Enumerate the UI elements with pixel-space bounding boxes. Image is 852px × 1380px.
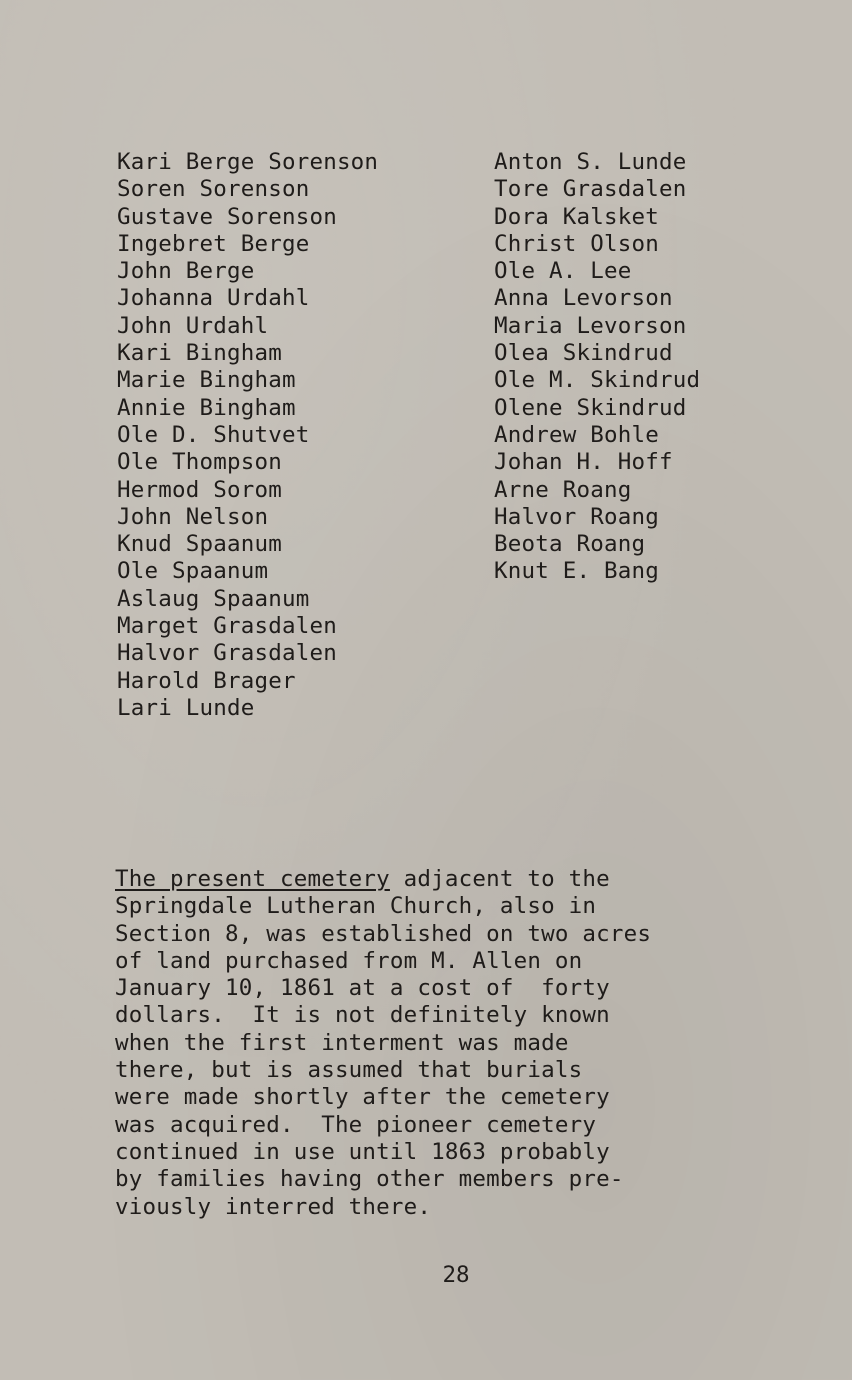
page-number: 28 — [442, 1262, 470, 1288]
name-entry: Tore Grasdalen — [494, 176, 687, 203]
paragraph-line: were made shortly after the cemetery — [115, 1084, 610, 1111]
name-entry: Ingebret Berge — [117, 230, 310, 257]
name-entry: Arne Roang — [494, 476, 632, 503]
name-entry: Knud Spaanum — [117, 531, 282, 558]
paragraph-line: was acquired. The pioneer cemetery — [115, 1111, 597, 1138]
name-entry: Ole Thompson — [117, 449, 282, 476]
name-entry: Johan H. Hoff — [494, 449, 673, 476]
name-entry: Marie Bingham — [117, 367, 296, 394]
name-entry: Dora Kalsket — [494, 203, 659, 230]
name-entry: Lari Lunde — [117, 694, 255, 721]
name-entry: Gustave Sorenson — [117, 203, 337, 230]
name-entry: Kari Bingham — [117, 340, 282, 367]
name-entry: Anton S. Lunde — [494, 149, 687, 175]
paragraph-line: adjacent to the — [389, 866, 610, 892]
name-entry: Andrew Bohle — [494, 421, 659, 448]
paragraph-underlined-heading: The present cemetery — [115, 866, 390, 892]
name-entry: Olea Skindrud — [494, 340, 673, 367]
names-list-right — [494, 149, 700, 586]
paragraph-line: viously interred there. — [115, 1193, 432, 1220]
cemetery-paragraph — [115, 866, 775, 1221]
name-entry: Aslaug Spaanum — [117, 585, 310, 612]
name-entry: John Urdahl — [117, 312, 269, 339]
name-entry: Ole D. Shutvet — [117, 421, 310, 448]
names-list-left — [117, 149, 378, 722]
paragraph-line: January 10, 1861 at a cost of forty — [115, 975, 610, 1002]
name-entry: Beota Roang — [494, 531, 646, 558]
paragraph-line: by families having other members pre- — [115, 1166, 624, 1193]
name-entry: Johanna Urdahl — [117, 285, 310, 312]
name-entry: Halvor Roang — [494, 503, 659, 530]
name-entry: Annie Bingham — [117, 394, 296, 421]
name-entry: Ole Spaanum — [117, 558, 269, 585]
paragraph-line: of land purchased from M. Allen on — [115, 947, 583, 974]
paragraph-line: continued in use until 1863 probably — [115, 1138, 610, 1165]
name-entry: Olene Skindrud — [494, 394, 687, 421]
name-entry: Marget Grasdalen — [117, 613, 337, 640]
name-entry: Christ Olson — [494, 230, 659, 257]
name-entry: Ole M. Skindrud — [494, 367, 701, 394]
paragraph-line: dollars. It is not definitely known — [115, 1002, 610, 1029]
name-entry: Harold Brager — [117, 667, 296, 694]
paragraph-line: there, but is assumed that burials — [115, 1057, 583, 1084]
paragraph-line: when the first interment was made — [115, 1029, 569, 1056]
name-entry: Halvor Grasdalen — [117, 640, 337, 667]
name-entry: John Berge — [117, 258, 255, 285]
name-entry: Soren Sorenson — [117, 176, 310, 203]
paragraph-line: Springdale Lutheran Church, also in — [115, 893, 597, 920]
name-entry: Kari Berge Sorenson — [117, 149, 379, 175]
paragraph-line: Section 8, was established on two acres — [115, 920, 652, 947]
name-entry: Knut E. Bang — [494, 558, 659, 585]
name-entry: Anna Levorson — [494, 285, 673, 312]
name-entry: John Nelson — [117, 503, 269, 530]
name-entry: Ole A. Lee — [494, 258, 632, 285]
name-entry: Maria Levorson — [494, 312, 687, 339]
name-entry: Hermod Sorom — [117, 476, 282, 503]
